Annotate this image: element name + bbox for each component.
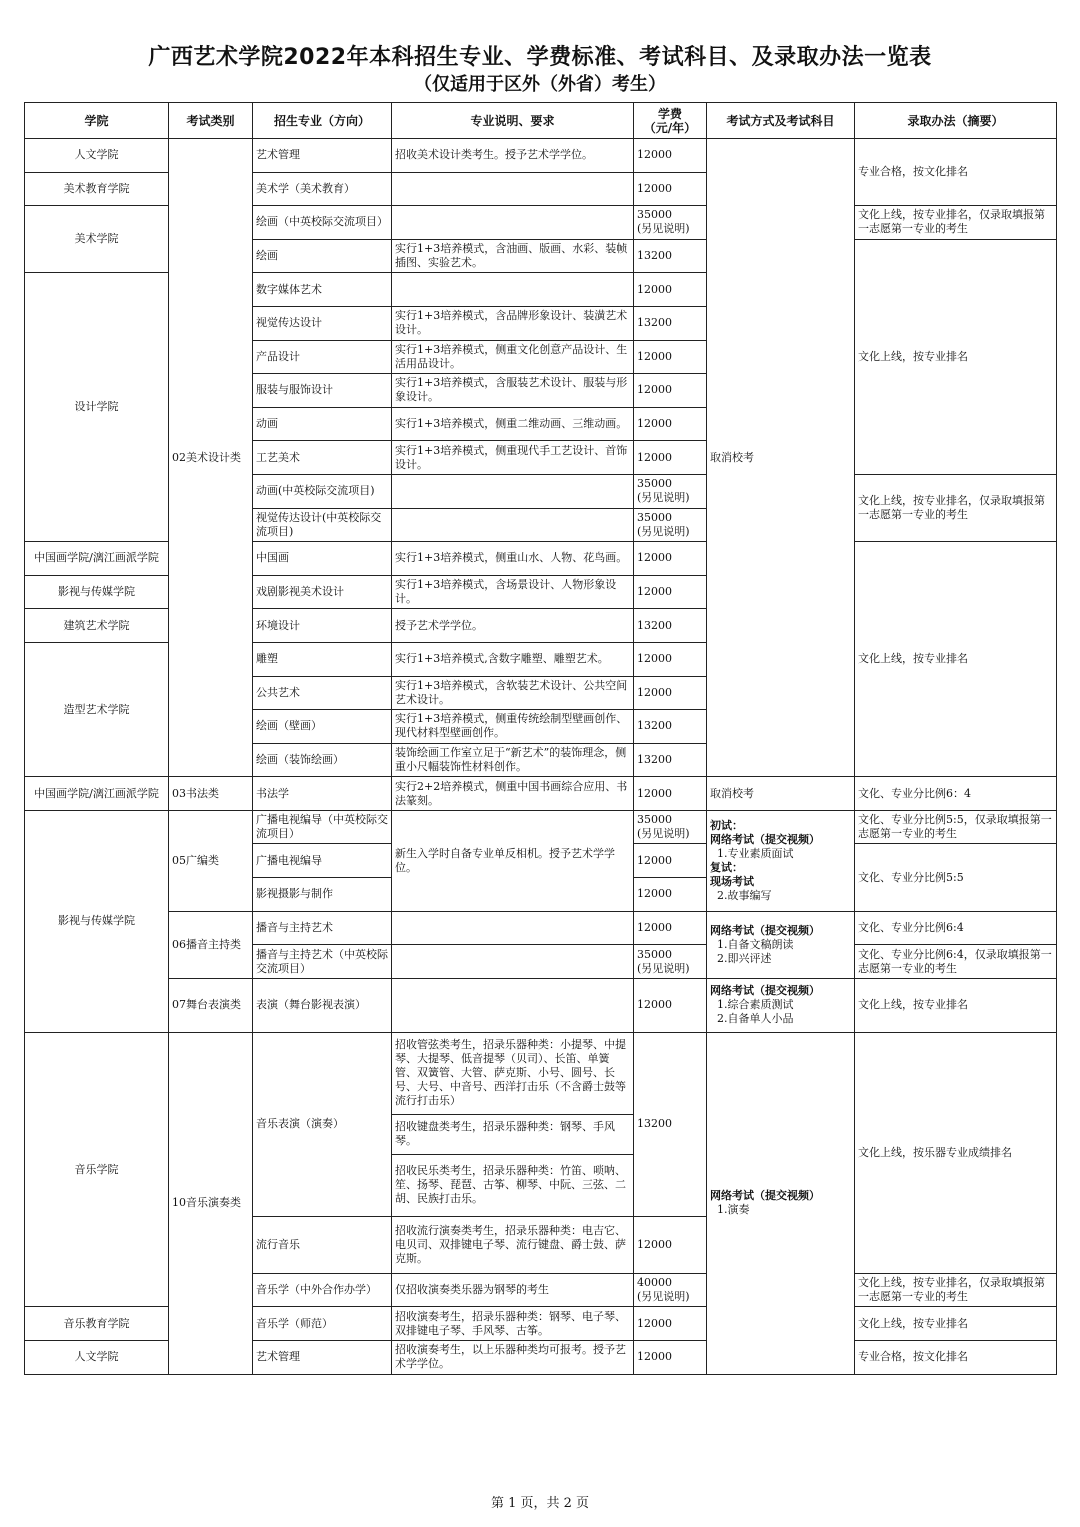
college-cell: 设计学院 <box>25 273 169 542</box>
category-cell: 10音乐演奏类 <box>169 1032 253 1374</box>
fee-cell: 13200 <box>634 239 707 273</box>
admission-table <box>24 102 1057 1375</box>
fee-cell: 13200 <box>634 609 707 643</box>
desc-cell: 实行1+3培养模式，侧重传统绘制型壁画创作、现代材料型壁画创作。 <box>392 710 634 744</box>
category-cell: 02美术设计类 <box>169 139 253 777</box>
exam-line: 1.演奏 <box>710 1203 750 1217</box>
fee-cell: 35000 (另见说明) <box>634 945 707 979</box>
exam-line: 复试： <box>710 860 743 874</box>
desc-cell: 招收美术设计类考生。授予艺术学学位。 <box>392 139 634 173</box>
page-title: 广西艺术学院2022年本科招生专业、学费标准、考试科目、及录取办法一览表 <box>148 45 932 70</box>
fee-cell: 12000 <box>634 139 707 173</box>
desc-cell: 实行1+3培养模式，含场景设计、人物形象设计。 <box>392 575 634 609</box>
fee-cell: 13200 <box>634 743 707 777</box>
desc-cell: 实行1+3培养模式，含软装艺术设计、公共空间艺术设计。 <box>392 676 634 710</box>
fee-cell: 12000 <box>634 1341 707 1375</box>
admit-cell: 文化上线，按专业排名 <box>855 1307 1057 1341</box>
admit-cell: 文化、专业分比例6:4 <box>855 911 1057 945</box>
admit-cell: 文化上线，按乐器专业成绩排名 <box>855 1032 1057 1273</box>
exam-line: 现场考试 <box>710 874 754 888</box>
major-cell: 广播电视编导（中英校际交流项目） <box>253 810 392 844</box>
exam-line: 2.故事编写 <box>710 888 772 902</box>
desc-cell <box>392 474 634 508</box>
desc-cell <box>392 172 634 206</box>
major-cell: 艺术管理 <box>253 139 392 173</box>
table-row <box>25 978 1057 1032</box>
desc-cell <box>392 273 634 307</box>
fee-cell: 35000 (另见说明) <box>634 206 707 240</box>
fee-cell: 13200 <box>634 1032 707 1216</box>
exam-line: 网络考试（提交视频） <box>710 984 820 998</box>
major-cell: 环境设计 <box>253 609 392 643</box>
desc-cell: 招收演奏考生，以上乐器种类均可报考。授予艺术学学位。 <box>392 1341 634 1375</box>
major-cell: 公共艺术 <box>253 676 392 710</box>
major-cell: 雕塑 <box>253 642 392 676</box>
admit-cell: 文化、专业分比例6:4，仅录取填报第一志愿第一专业的考生 <box>855 945 1057 979</box>
desc-cell: 招收流行演奏类考生，招录乐器种类：电吉它、电贝司、双排键电子琴、流行键盘、爵士鼓、萨克斯。 <box>392 1216 634 1273</box>
desc-cell: 实行1+3培养模式，侧重山水、人物、花鸟画。 <box>392 542 634 576</box>
college-cell: 美术学院 <box>25 206 169 273</box>
fee-cell: 35000 (另见说明) <box>634 508 707 542</box>
major-cell: 流行音乐 <box>253 1216 392 1273</box>
desc-cell: 仅招收演奏类乐器为钢琴的考生 <box>392 1273 634 1307</box>
college-cell: 影视与传媒学院 <box>25 810 169 1032</box>
exam-line: 2.即兴评述 <box>710 951 772 965</box>
desc-cell <box>392 911 634 945</box>
desc-cell: 实行2+2培养模式，侧重中国书画综合应用、书法篆刻。 <box>392 777 634 811</box>
admit-cell: 文化、专业分比例5:5，仅录取填报第一志愿第一专业的考生 <box>855 810 1057 844</box>
admit-cell: 文化上线，按专业排名 <box>855 978 1057 1032</box>
major-cell: 广播电视编导 <box>253 844 392 878</box>
major-cell: 戏剧影视美术设计 <box>253 575 392 609</box>
exam-line: 2.自备单人小品 <box>710 1012 794 1026</box>
fee-cell: 12000 <box>634 878 707 912</box>
desc-cell: 实行1+3培养模式，侧重文化创意产品设计、生活用品设计。 <box>392 340 634 374</box>
fee-cell: 35000 (另见说明) <box>634 810 707 844</box>
college-cell: 中国画学院/漓江画派学院 <box>25 777 169 811</box>
fee-cell: 12000 <box>634 1307 707 1341</box>
admit-cell: 专业合格，按文化排名 <box>855 1341 1057 1375</box>
fee-cell: 12000 <box>634 340 707 374</box>
fee-cell: 12000 <box>634 978 707 1032</box>
exam-line: 1.自备文稿朗读 <box>710 937 794 951</box>
desc-cell <box>392 945 634 979</box>
exam-line: 1.综合素质测试 <box>710 998 794 1012</box>
major-cell: 影视摄影与制作 <box>253 878 392 912</box>
fee-cell: 12000 <box>634 1216 707 1273</box>
header-admit: 录取办法（摘要） <box>855 103 1057 139</box>
header-desc: 专业说明、要求 <box>392 103 634 139</box>
desc-cell: 实行1+3培养模式，侧重二维动画、三维动画。 <box>392 407 634 441</box>
exam-line: 网络考试（提交视频） <box>710 923 820 937</box>
desc-cell: 实行1+3培养模式，含油画、版画、水彩、装帧插图、实验艺术。 <box>392 239 634 273</box>
major-cell: 动画 <box>253 407 392 441</box>
category-cell: 06播音主持类 <box>169 911 253 978</box>
major-cell: 美术学（美术教育） <box>253 172 392 206</box>
fee-cell: 12000 <box>634 575 707 609</box>
major-cell: 数字媒体艺术 <box>253 273 392 307</box>
header-college: 学院 <box>25 103 169 139</box>
desc-cell: 装饰绘画工作室立足于“新艺术”的装饰理念，侧重小尺幅装饰性材料创作。 <box>392 743 634 777</box>
exam-cell: 取消校考 <box>707 139 855 777</box>
table-row <box>25 777 1057 811</box>
category-cell: 07舞台表演类 <box>169 978 253 1032</box>
desc-cell: 实行1+3培养模式，含服装艺术设计、服装与形象设计。 <box>392 374 634 408</box>
admit-cell: 文化、专业分比例6：4 <box>855 777 1057 811</box>
page-subtitle: （仅适用于区外（外省）考生） <box>414 74 666 95</box>
major-cell: 绘画（壁画） <box>253 710 392 744</box>
admit-cell: 专业合格，按文化排名 <box>855 139 1057 206</box>
major-cell: 音乐学（师范） <box>253 1307 392 1341</box>
table-row <box>25 911 1057 945</box>
header-exam: 考试方式及考试科目 <box>707 103 855 139</box>
exam-cell <box>707 1032 855 1374</box>
major-cell: 书法学 <box>253 777 392 811</box>
table-header-row <box>25 103 1057 139</box>
fee-cell: 13200 <box>634 710 707 744</box>
header-fee: 学费 （元/年） <box>634 103 707 139</box>
major-cell: 音乐学（中外合作办学） <box>253 1273 392 1307</box>
major-cell: 表演（舞台影视表演） <box>253 978 392 1032</box>
category-cell: 03书法类 <box>169 777 253 811</box>
college-cell: 人文学院 <box>25 139 169 173</box>
fee-cell: 40000 (另见说明) <box>634 1273 707 1307</box>
exam-line: 1.专业素质面试 <box>710 846 794 860</box>
fee-cell: 12000 <box>634 407 707 441</box>
page-footer: 第 1 页，共 2 页 <box>490 1496 590 1511</box>
fee-cell: 12000 <box>634 374 707 408</box>
fee-cell: 12000 <box>634 273 707 307</box>
fee-cell: 12000 <box>634 441 707 475</box>
admit-cell: 文化上线，按专业排名，仅录取填报第一志愿第一专业的考生 <box>855 206 1057 240</box>
desc-cell: 招收演奏考生，招录乐器种类：钢琴、电子琴、双排键电子琴、手风琴、古筝。 <box>392 1307 634 1341</box>
major-cell: 视觉传达设计(中英校际交流项目) <box>253 508 392 542</box>
exam-line: 网络考试（提交视频） <box>710 1189 820 1203</box>
desc-cell: 招收民乐类考生，招录乐器种类：竹笛、唢呐、笙、扬琴、琵琶、古筝、柳琴、中阮、三弦、二胡、民族打击乐。 <box>392 1154 634 1216</box>
major-cell: 中国画 <box>253 542 392 576</box>
major-cell: 绘画（中英校际交流项目） <box>253 206 392 240</box>
major-cell: 播音与主持艺术（中英校际交流项目） <box>253 945 392 979</box>
table-row <box>25 1032 1057 1114</box>
college-cell: 建筑艺术学院 <box>25 609 169 643</box>
admit-cell: 文化上线，按专业排名 <box>855 542 1057 777</box>
exam-line: 初试： <box>710 818 743 832</box>
fee-cell: 13200 <box>634 306 707 340</box>
desc-cell <box>392 206 634 240</box>
desc-cell <box>392 978 634 1032</box>
college-cell: 影视与传媒学院 <box>25 575 169 609</box>
category-cell: 05广编类 <box>169 810 253 911</box>
header-category: 考试类别 <box>169 103 253 139</box>
desc-cell: 新生入学时自备专业单反相机。授予艺术学学位。 <box>392 810 634 911</box>
college-cell: 音乐学院 <box>25 1032 169 1307</box>
exam-cell <box>707 978 855 1032</box>
exam-cell <box>707 810 855 911</box>
fee-cell: 12000 <box>634 777 707 811</box>
desc-cell: 实行1+3培养模式，含品牌形象设计、装潢艺术设计。 <box>392 306 634 340</box>
admit-cell: 文化上线，按专业排名，仅录取填报第一志愿第一专业的考生 <box>855 474 1057 541</box>
header-major: 招生专业（方向） <box>253 103 392 139</box>
table-row <box>25 810 1057 844</box>
fee-cell: 12000 <box>634 844 707 878</box>
major-cell: 绘画 <box>253 239 392 273</box>
admit-cell: 文化、专业分比例5:5 <box>855 844 1057 911</box>
fee-cell: 12000 <box>634 911 707 945</box>
admit-cell: 文化上线，按专业排名 <box>855 239 1057 474</box>
college-cell: 音乐教育学院 <box>25 1307 169 1341</box>
desc-cell: 实行1+3培养模式,含数字雕塑、雕塑艺术。 <box>392 642 634 676</box>
exam-cell: 取消校考 <box>707 777 855 811</box>
major-cell: 动画(中英校际交流项目) <box>253 474 392 508</box>
college-cell: 造型艺术学院 <box>25 642 169 776</box>
major-cell: 艺术管理 <box>253 1341 392 1375</box>
major-cell: 视觉传达设计 <box>253 306 392 340</box>
desc-cell: 授予艺术学学位。 <box>392 609 634 643</box>
college-cell: 人文学院 <box>25 1341 169 1375</box>
college-cell: 中国画学院/漓江画派学院 <box>25 542 169 576</box>
fee-cell: 12000 <box>634 676 707 710</box>
fee-cell: 12000 <box>634 172 707 206</box>
exam-line: 网络考试（提交视频） <box>710 832 820 846</box>
admit-cell: 文化上线，按专业排名，仅录取填报第一志愿第一专业的考生 <box>855 1273 1057 1307</box>
exam-cell <box>707 911 855 978</box>
desc-cell: 实行1+3培养模式，侧重现代手工艺设计、首饰设计。 <box>392 441 634 475</box>
fee-cell: 12000 <box>634 642 707 676</box>
major-cell: 播音与主持艺术 <box>253 911 392 945</box>
desc-cell <box>392 508 634 542</box>
major-cell: 产品设计 <box>253 340 392 374</box>
college-cell: 美术教育学院 <box>25 172 169 206</box>
major-cell: 工艺美术 <box>253 441 392 475</box>
desc-cell: 招收键盘类考生，招录乐器种类：钢琴、手风琴。 <box>392 1114 634 1154</box>
major-cell: 服装与服饰设计 <box>253 374 392 408</box>
fee-cell: 12000 <box>634 542 707 576</box>
table-row <box>25 139 1057 173</box>
fee-cell: 35000 (另见说明) <box>634 474 707 508</box>
major-cell: 音乐表演（演奏） <box>253 1032 392 1216</box>
major-cell: 绘画（装饰绘画） <box>253 743 392 777</box>
desc-cell: 招收管弦类考生，招录乐器种类：小提琴、中提琴、大提琴、低音提琴（贝司）、长笛、单簧管、双簧管、大管、萨克斯、小号、圆号、长号、大号、中音号、西洋打击乐（不含爵士鼓等流行打击乐） <box>392 1032 634 1114</box>
